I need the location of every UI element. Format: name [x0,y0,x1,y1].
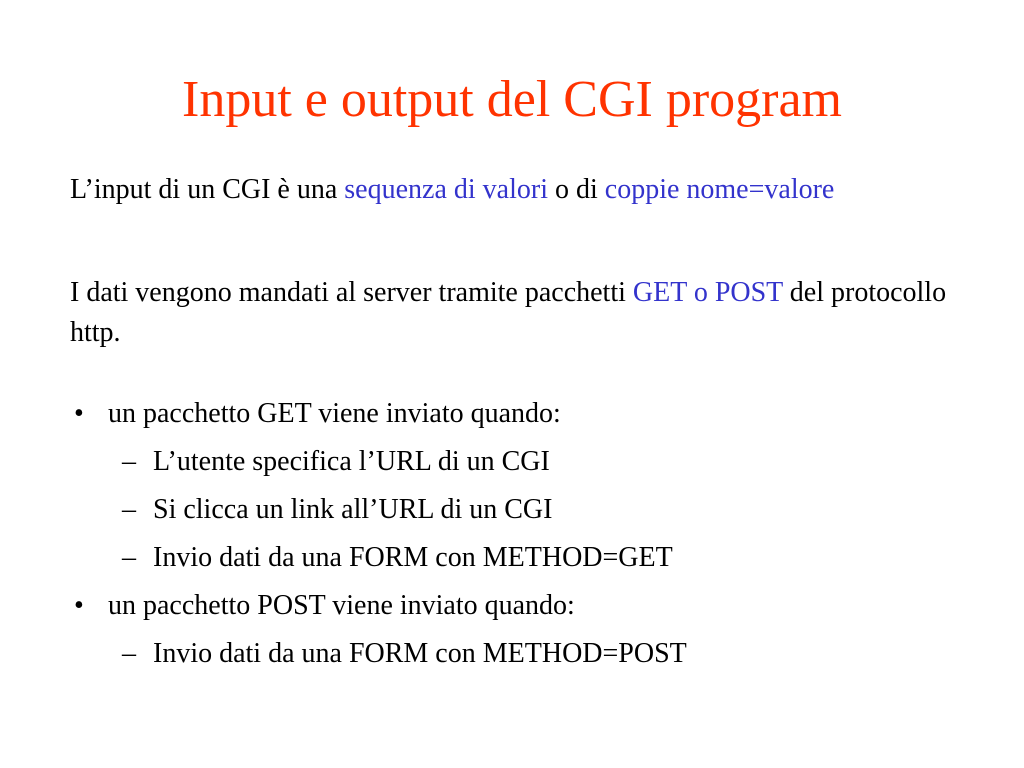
sub-bullet-mark: – [122,446,136,477]
bullet-mark: • [74,398,84,429]
bullet-text: un pacchetto POST viene inviato quando: [108,590,575,621]
sub-bullet-text: Invio dati da una FORM con METHOD=GET [153,542,673,573]
slide-title: Input e output del CGI program [182,71,842,128]
paragraph-input-text-1: L’input di un CGI è una [70,174,345,205]
sub-bullet-text: Invio dati da una FORM con METHOD=POST [153,638,687,669]
sub-bullet-item [70,486,970,534]
paragraph-packets-text-1: I dati vengono mandati al server tramite pacchetti [70,277,633,308]
paragraph-packets-text-2: del protocollo http. [70,277,947,348]
highlight-get-post: GET o POST [632,277,783,308]
sub-bullet-mark: – [122,638,136,669]
sub-bullet-item [70,438,970,486]
paragraph-packets [70,273,970,353]
bullet-item [70,390,970,438]
sub-bullet-item [70,630,970,678]
sub-bullet-text: L’utente specifica l’URL di un CGI [153,446,550,477]
sub-bullet-mark: – [122,494,136,525]
highlight-sequenza: sequenza di valori [344,174,548,205]
bullet-mark: • [74,590,84,621]
paragraph-input-text-2: o di [547,174,605,205]
bullet-item [70,582,970,630]
sub-bullet-text: Si clicca un link all’URL di un CGI [153,494,553,525]
sub-bullet-mark: – [122,542,136,573]
bullet-text: un pacchetto GET viene inviato quando: [108,398,561,429]
paragraph-input [70,170,970,210]
sub-bullet-item [70,534,970,582]
highlight-coppie: coppie nome=valore [604,174,835,205]
bullet-list [70,390,970,678]
